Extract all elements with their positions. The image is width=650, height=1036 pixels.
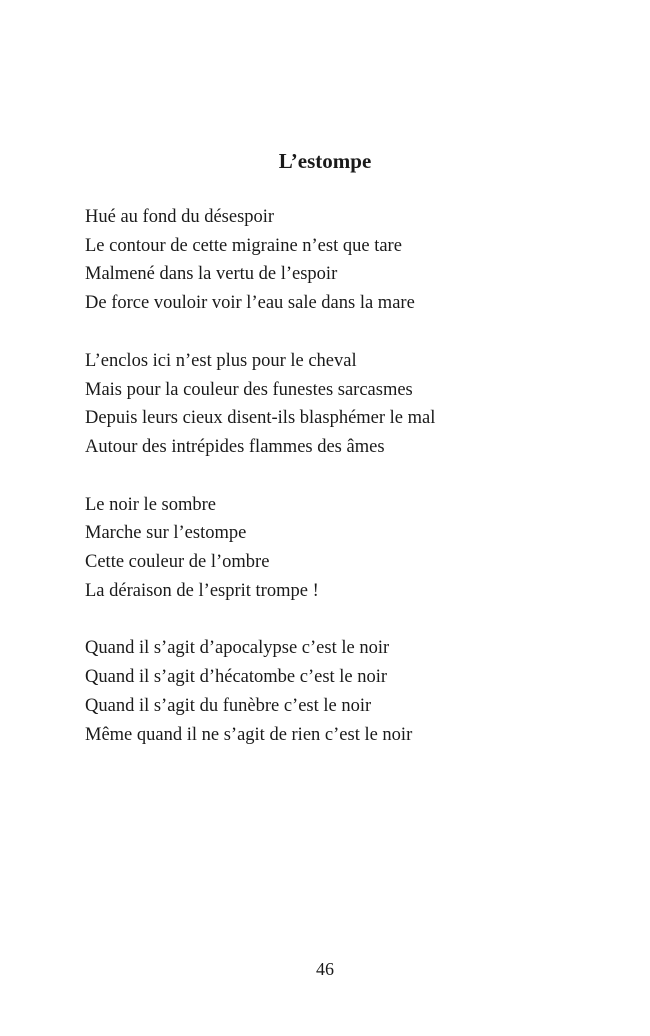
poem-line: La déraison de l’esprit trompe ! [85,580,319,601]
poem-line: Quand il s’agit du funèbre c’est le noir [85,695,372,716]
poem-title: L’estompe [278,149,372,173]
poem-line: Depuis leurs cieux disent-ils blasphémer le mal [85,408,436,429]
poem-line: L’enclos ici n’est plus pour le cheval [85,350,357,371]
poem-line: De force vouloir voir l’eau sale dans la mare [85,293,415,314]
poem-line: Le contour de cette migraine n’est que tare [85,235,402,256]
poem-line: Autour des intrépides flammes des âmes [85,436,385,457]
poem-line: Le noir le sombre [85,494,216,515]
poem-line: Quand il s’agit d’apocalypse c’est le noir [85,638,390,659]
poem-line: Hué au fond du désespoir [85,207,275,227]
poem-line: Même quand il ne s’agit de rien c’est le noir [85,724,413,745]
poem-body [85,203,605,778]
stanza-2 [85,347,605,462]
poem-line: Cette couleur de l’ombre [85,552,270,573]
poem-line: Quand il s’agit d’hécatombe c’est le noir [85,667,388,688]
poem-line: Mais pour la couleur des funestes sarcasmes [85,379,413,400]
page-number: 46 [316,959,334,979]
stanza-3 [85,491,605,606]
poem-line: Marche sur l’estompe [85,523,247,544]
stanza-4 [85,634,605,749]
stanza-1 [85,203,605,318]
poem-line: Malmené dans la vertu de l’espoir [85,264,338,285]
